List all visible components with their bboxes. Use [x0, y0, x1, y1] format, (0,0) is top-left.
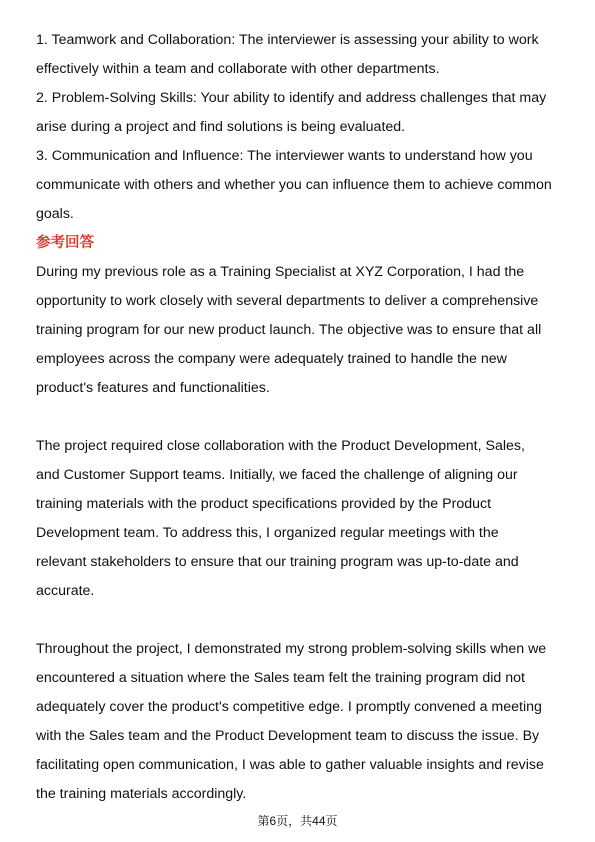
- point-2: [36, 84, 564, 142]
- text-line: Throughout the project, I demonstrated my strong problem-solving skills when we: [36, 641, 547, 657]
- text-line: 3. Communication and Influence: The interviewer wants to understand how you: [36, 148, 533, 164]
- text-line: goals.: [36, 206, 74, 222]
- text-line: facilitating open communication, I was able to gather valuable insights and revise: [36, 757, 544, 773]
- text-line: arise during a project and find solutions is being evaluated.: [36, 119, 406, 135]
- answer-heading: 参考回答: [36, 235, 94, 251]
- text-line: adequately cover the product's competitive edge. I promptly convened a meeting: [36, 699, 542, 715]
- text-line: the training materials accordingly.: [36, 786, 247, 802]
- paragraph-spacer: [36, 403, 564, 432]
- text-line: training materials with the product specifications provided by the Product: [36, 496, 492, 512]
- text-line: During my previous role as a Training Specialist at XYZ Corporation, I had the: [36, 264, 525, 280]
- paragraph-1: [36, 258, 564, 403]
- paragraph-3: [36, 635, 564, 809]
- text-line: effectively within a team and collaborate with other departments.: [36, 61, 440, 77]
- page-content: [36, 26, 564, 809]
- text-line: with the Sales team and the Product Development team to discuss the issue. By: [36, 728, 540, 744]
- text-line: training program for our new product launch. The objective was to ensure that all: [36, 322, 542, 338]
- text-line: The project required close collaboration with the Product Development, Sales,: [36, 438, 525, 454]
- text-line: product's features and functionalities.: [36, 380, 270, 396]
- point-1: [36, 26, 564, 84]
- page-number: 第6页，共44页: [257, 814, 338, 828]
- text-line: Development team. To address this, I organized regular meetings with the: [36, 525, 499, 541]
- point-3: [36, 142, 564, 229]
- text-line: 1. Teamwork and Collaboration: The interviewer is assessing your ability to work: [36, 32, 539, 48]
- text-line: encountered a situation where the Sales team felt the training program did not: [36, 670, 525, 686]
- text-line: opportunity to work closely with several departments to deliver a comprehensive: [36, 293, 539, 309]
- text-line: relevant stakeholders to ensure that our training program was up-to-date and: [36, 554, 519, 570]
- paragraph-2: [36, 432, 564, 606]
- text-line: and Customer Support teams. Initially, we faced the challenge of aligning our: [36, 467, 518, 483]
- text-line: employees across the company were adequately trained to handle the new: [36, 351, 507, 367]
- text-line: accurate.: [36, 583, 95, 599]
- text-line: communicate with others and whether you can influence them to achieve common: [36, 177, 552, 193]
- paragraph-spacer: [36, 606, 564, 635]
- text-line: 2. Problem-Solving Skills: Your ability to identify and address challenges that may: [36, 90, 547, 106]
